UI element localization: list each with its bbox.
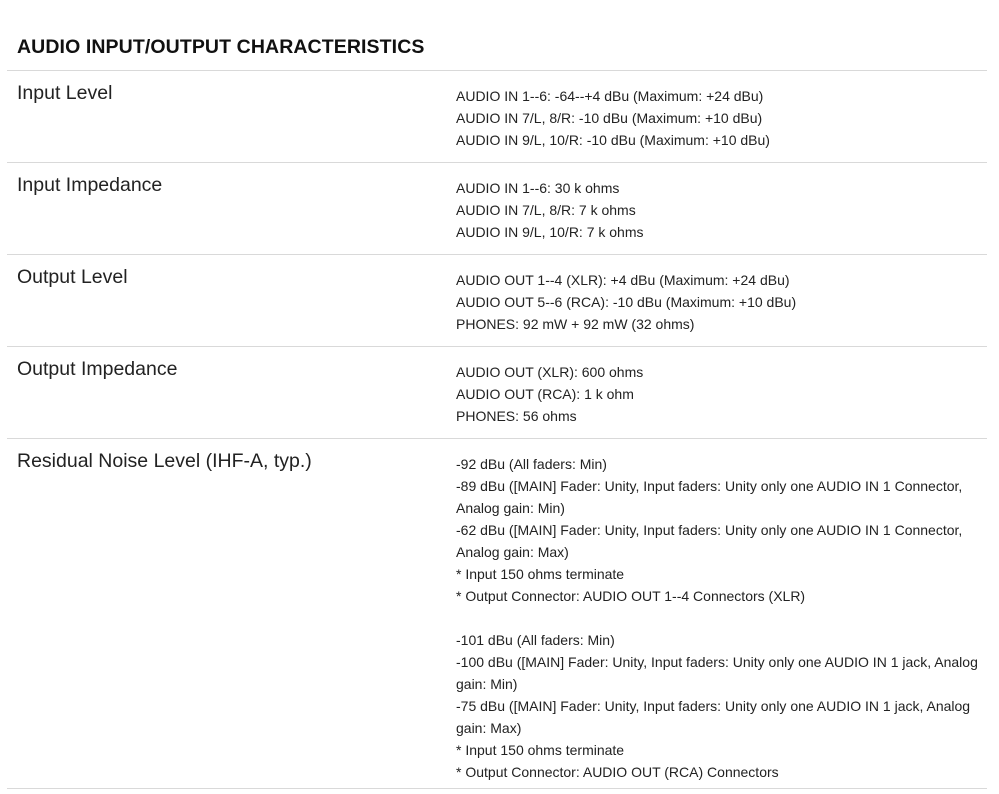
spec-line: -101 dBu (All faders: Min) <box>456 632 615 648</box>
spec-line: AUDIO OUT 5--6 (RCA): -10 dBu (Maximum: +10 dBu) <box>456 294 797 310</box>
spec-label: Residual Noise Level (IHF-A, typ.) <box>17 450 312 472</box>
spec-line-spacer <box>456 607 979 629</box>
spec-row-residual-noise-level <box>7 439 987 789</box>
spec-row-input-level <box>7 71 987 163</box>
spec-line: -75 dBu ([MAIN] Fader: Unity, Input faders: Unity only one AUDIO IN 1 jack, Analog gain: Max) <box>456 698 971 736</box>
spec-line: AUDIO IN 9/L, 10/R: -10 dBu (Maximum: +10 dBu) <box>456 132 770 148</box>
spec-line: -62 dBu ([MAIN] Fader: Unity, Input faders: Unity only one AUDIO IN 1 Connector, Analog gain: Max) <box>456 522 963 560</box>
spec-row-output-impedance <box>7 347 987 439</box>
spec-line: AUDIO OUT (XLR): 600 ohms <box>456 364 644 380</box>
spec-line: AUDIO IN 7/L, 8/R: -10 dBu (Maximum: +10 dBu) <box>456 110 763 126</box>
spec-line: -89 dBu ([MAIN] Fader: Unity, Input faders: Unity only one AUDIO IN 1 Connector, Analog gain: Min) <box>456 478 963 516</box>
spec-row-output-level <box>7 255 987 347</box>
spec-line: AUDIO IN 1--6: -64--+4 dBu (Maximum: +24 dBu) <box>456 88 764 104</box>
spec-value <box>456 85 987 162</box>
spec-line: * Input 150 ohms terminate <box>456 566 625 582</box>
spec-line: -92 dBu (All faders: Min) <box>456 456 607 472</box>
spec-line: AUDIO OUT 1--4 (XLR): +4 dBu (Maximum: +24 dBu) <box>456 272 790 288</box>
spec-label: Output Impedance <box>17 358 178 380</box>
spec-label: Input Level <box>17 82 113 104</box>
spec-line: AUDIO IN 1--6: 30 k ohms <box>456 180 620 196</box>
spec-line: AUDIO IN 9/L, 10/R: 7 k ohms <box>456 224 644 240</box>
spec-line: AUDIO OUT (RCA): 1 k ohm <box>456 386 634 402</box>
spec-table <box>7 70 987 789</box>
spec-value <box>456 361 987 438</box>
spec-value <box>456 177 987 254</box>
section-title: AUDIO INPUT/OUTPUT CHARACTERISTICS <box>17 36 425 58</box>
spec-value <box>456 269 987 346</box>
spec-line: * Output Connector: AUDIO OUT (RCA) Connectors <box>456 764 779 780</box>
spec-row-input-impedance <box>7 163 987 255</box>
spec-line: PHONES: 56 ohms <box>456 408 577 424</box>
spec-label: Input Impedance <box>17 174 163 196</box>
spec-line: AUDIO IN 7/L, 8/R: 7 k ohms <box>456 202 636 218</box>
spec-line: PHONES: 92 mW + 92 mW (32 ohms) <box>456 316 695 332</box>
spec-line: -100 dBu ([MAIN] Fader: Unity, Input faders: Unity only one AUDIO IN 1 jack, Analog gain: Min) <box>456 654 978 692</box>
spec-line: * Input 150 ohms terminate <box>456 742 625 758</box>
spec-line: * Output Connector: AUDIO OUT 1--4 Connectors (XLR) <box>456 588 806 604</box>
spec-label: Output Level <box>17 266 128 288</box>
spec-value <box>456 453 987 788</box>
